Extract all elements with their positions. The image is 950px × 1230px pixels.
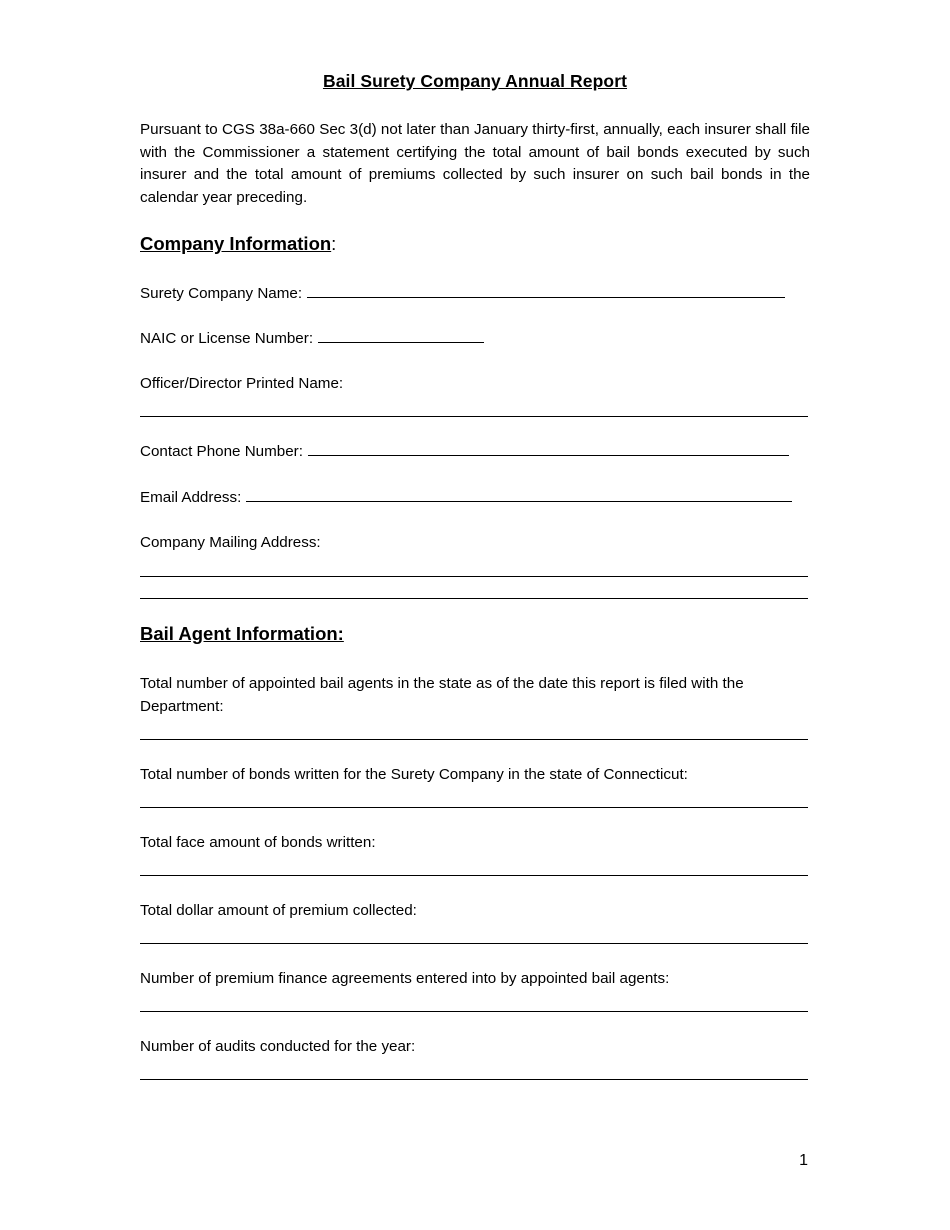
contact-phone-label: Contact Phone Number: bbox=[140, 443, 303, 460]
company-info-heading-text: Company Information bbox=[140, 233, 332, 254]
appointed-agents-field[interactable] bbox=[140, 739, 808, 740]
premium-collected-field[interactable] bbox=[140, 943, 808, 944]
mailing-address-line-2[interactable] bbox=[140, 598, 808, 599]
mailing-address-label: Company Mailing Address: bbox=[140, 534, 321, 551]
surety-company-name-field[interactable] bbox=[307, 284, 785, 298]
surety-company-name-label: Surety Company Name: bbox=[140, 285, 303, 302]
naic-license-row bbox=[140, 328, 810, 351]
contact-phone-field[interactable] bbox=[308, 442, 789, 456]
naic-license-label: NAIC or License Number: bbox=[140, 330, 314, 347]
audits-conducted-field[interactable] bbox=[140, 1079, 808, 1080]
email-address-field[interactable] bbox=[246, 488, 792, 502]
naic-license-field[interactable] bbox=[318, 329, 484, 343]
surety-company-name-row bbox=[140, 283, 810, 306]
premium-finance-agreements-field[interactable] bbox=[140, 1011, 808, 1012]
company-info-heading-colon: : bbox=[331, 233, 337, 254]
officer-director-label: Officer/Director Printed Name: bbox=[140, 375, 344, 392]
intro-paragraph: Pursuant to CGS 38a-660 Sec 3(d) not later than January thirty-first, annually, each insurer shall file with the Commissioner a statement certifying the total amount of bail bonds executed by such insurer and the total amount of premiums collected by such insurer on such bail bonds in the calendar year preceding. bbox=[140, 121, 810, 206]
contact-phone-row bbox=[140, 441, 810, 464]
bail-agent-info-heading bbox=[140, 623, 344, 645]
bonds-written-ct-label: Total number of bonds written for the Surety Company in the state of Connecticut: bbox=[140, 766, 688, 783]
audits-conducted-label: Number of audits conducted for the year: bbox=[140, 1038, 416, 1055]
page-number: 1 bbox=[799, 1152, 808, 1169]
mailing-address-line-1[interactable] bbox=[140, 576, 808, 577]
face-amount-label: Total face amount of bonds written: bbox=[140, 834, 376, 851]
appointed-agents-label: Total number of appointed bail agents in the state as of the date this report is filed with the Department: bbox=[140, 675, 744, 715]
premium-finance-agreements-label: Number of premium finance agreements entered into by appointed bail agents: bbox=[140, 970, 670, 987]
document-title: Bail Surety Company Annual Report bbox=[322, 71, 628, 91]
bail-agent-info-heading-text: Bail Agent Information: bbox=[140, 623, 344, 644]
email-address-label: Email Address: bbox=[140, 489, 242, 506]
email-address-row bbox=[140, 487, 810, 510]
face-amount-field[interactable] bbox=[140, 875, 808, 876]
premium-collected-label: Total dollar amount of premium collected: bbox=[140, 902, 417, 919]
officer-director-field[interactable] bbox=[140, 416, 808, 417]
company-info-heading bbox=[140, 233, 336, 255]
report-page bbox=[140, 0, 810, 1230]
bonds-written-ct-field[interactable] bbox=[140, 807, 808, 808]
